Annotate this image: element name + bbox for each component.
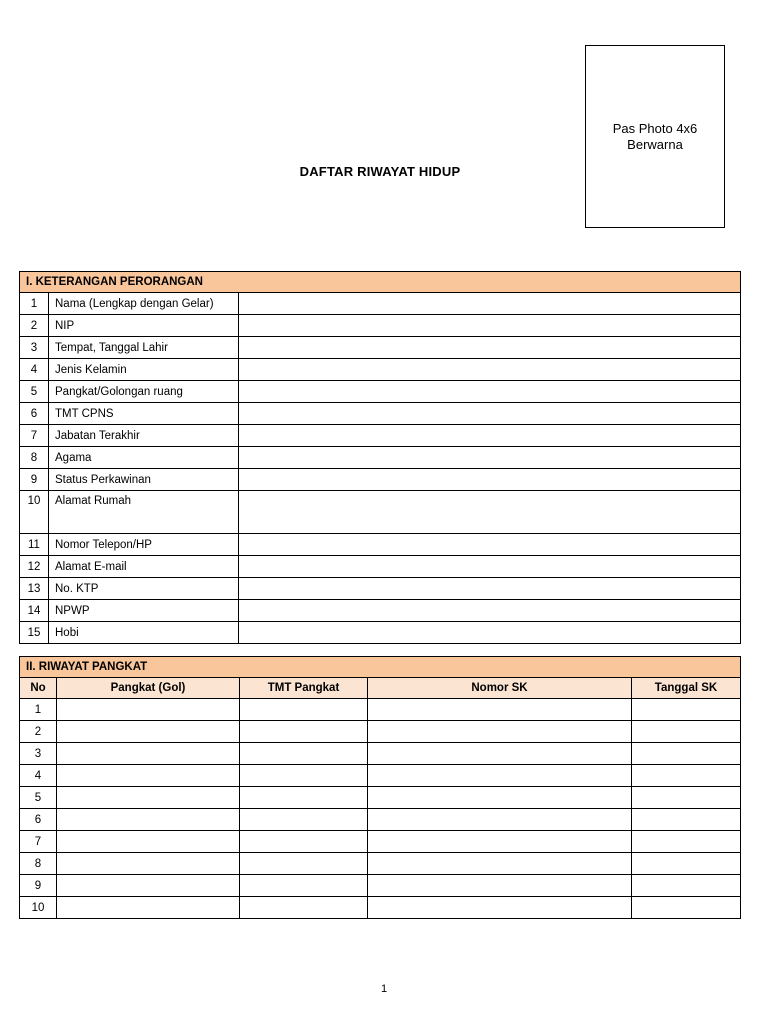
table-row (20, 403, 741, 425)
row-value-field[interactable] (239, 337, 741, 359)
tmt-cell[interactable] (240, 809, 368, 831)
column-header-no: No (20, 678, 57, 699)
row-number: 8 (20, 447, 49, 469)
tmt-cell[interactable] (240, 831, 368, 853)
row-label: NIP (49, 315, 239, 337)
nomor-sk-cell[interactable] (368, 831, 632, 853)
nomor-sk-cell[interactable] (368, 765, 632, 787)
row-value-field[interactable] (239, 447, 741, 469)
row-number: 7 (20, 831, 57, 853)
tmt-cell[interactable] (240, 875, 368, 897)
table-row (20, 359, 741, 381)
table-row (20, 897, 741, 919)
row-number: 4 (20, 765, 57, 787)
nomor-sk-cell[interactable] (368, 853, 632, 875)
table-row (20, 699, 741, 721)
row-label: Hobi (49, 622, 239, 644)
row-value-field[interactable] (239, 381, 741, 403)
column-header-tanggal-sk: Tanggal SK (632, 678, 741, 699)
pangkat-cell[interactable] (57, 765, 240, 787)
tanggal-sk-cell[interactable] (632, 809, 741, 831)
page-number: 1 (380, 983, 388, 995)
table-row (20, 534, 741, 556)
row-number: 3 (20, 337, 49, 359)
nomor-sk-cell[interactable] (368, 699, 632, 721)
row-value-field[interactable] (239, 622, 741, 644)
pangkat-cell[interactable] (57, 721, 240, 743)
tmt-cell[interactable] (240, 897, 368, 919)
row-value-field[interactable] (239, 578, 741, 600)
tanggal-sk-cell[interactable] (632, 831, 741, 853)
pangkat-cell[interactable] (57, 853, 240, 875)
table-row (20, 337, 741, 359)
row-number: 13 (20, 578, 49, 600)
table-row (20, 743, 741, 765)
tmt-cell[interactable] (240, 765, 368, 787)
column-header-nomor-sk: Nomor SK (368, 678, 632, 699)
row-label: Alamat Rumah (49, 491, 239, 534)
table-row (20, 787, 741, 809)
row-number: 4 (20, 359, 49, 381)
row-number: 12 (20, 556, 49, 578)
row-label: Jenis Kelamin (49, 359, 239, 381)
nomor-sk-cell[interactable] (368, 875, 632, 897)
table-row (20, 447, 741, 469)
row-number: 15 (20, 622, 49, 644)
table-row (20, 469, 741, 491)
row-value-field[interactable] (239, 293, 741, 315)
row-label: Tempat, Tanggal Lahir (49, 337, 239, 359)
tanggal-sk-cell[interactable] (632, 853, 741, 875)
row-label: NPWP (49, 600, 239, 622)
row-number: 9 (20, 469, 49, 491)
row-number: 2 (20, 315, 49, 337)
section1-heading: I. KETERANGAN PERORANGAN (20, 272, 741, 293)
row-number: 1 (20, 699, 57, 721)
row-value-field[interactable] (239, 469, 741, 491)
table-row (20, 622, 741, 644)
row-label: Alamat E-mail (49, 556, 239, 578)
row-number: 10 (20, 491, 49, 534)
tanggal-sk-cell[interactable] (632, 765, 741, 787)
tanggal-sk-cell[interactable] (632, 897, 741, 919)
row-number: 5 (20, 787, 57, 809)
row-number: 11 (20, 534, 49, 556)
table-header-row (20, 678, 741, 699)
row-number: 6 (20, 809, 57, 831)
row-label: Jabatan Terakhir (49, 425, 239, 447)
row-label: Status Perkawinan (49, 469, 239, 491)
nomor-sk-cell[interactable] (368, 721, 632, 743)
nomor-sk-cell[interactable] (368, 809, 632, 831)
tmt-cell[interactable] (240, 787, 368, 809)
personal-info-table (19, 271, 741, 644)
row-label: Nomor Telepon/HP (49, 534, 239, 556)
row-value-field[interactable] (239, 425, 741, 447)
pangkat-cell[interactable] (57, 897, 240, 919)
photo-placeholder (585, 45, 725, 228)
tmt-cell[interactable] (240, 743, 368, 765)
tanggal-sk-cell[interactable] (632, 787, 741, 809)
photo-label-line1: Pas Photo 4x6 (612, 120, 698, 136)
row-value-field[interactable] (239, 534, 741, 556)
pangkat-cell[interactable] (57, 787, 240, 809)
row-value-field[interactable] (239, 403, 741, 425)
row-value-field[interactable] (239, 315, 741, 337)
table-row (20, 425, 741, 447)
column-header-pangkat: Pangkat (Gol) (57, 678, 240, 699)
row-label: Agama (49, 447, 239, 469)
photo-label-line2: Berwarna (627, 136, 683, 152)
row-number: 2 (20, 721, 57, 743)
row-label: No. KTP (49, 578, 239, 600)
row-number: 7 (20, 425, 49, 447)
row-label: TMT CPNS (49, 403, 239, 425)
row-value-field[interactable] (239, 491, 741, 534)
pangkat-cell[interactable] (57, 743, 240, 765)
row-value-field[interactable] (239, 359, 741, 381)
section2-heading: II. RIWAYAT PANGKAT (20, 657, 741, 678)
table-row (20, 381, 741, 403)
pangkat-cell[interactable] (57, 831, 240, 853)
row-label: Pangkat/Golongan ruang (49, 381, 239, 403)
nomor-sk-cell[interactable] (368, 787, 632, 809)
column-header-tmt: TMT Pangkat (240, 678, 368, 699)
tanggal-sk-cell[interactable] (632, 699, 741, 721)
row-value-field[interactable] (239, 600, 741, 622)
row-number: 5 (20, 381, 49, 403)
nomor-sk-cell[interactable] (368, 743, 632, 765)
row-number: 9 (20, 875, 57, 897)
rank-history-table (19, 656, 741, 919)
table-row (20, 765, 741, 787)
tmt-cell[interactable] (240, 699, 368, 721)
nomor-sk-cell[interactable] (368, 897, 632, 919)
page-title: DAFTAR RIWAYAT HIDUP (299, 164, 461, 179)
table-row (20, 600, 741, 622)
row-value-field[interactable] (239, 556, 741, 578)
tanggal-sk-cell[interactable] (632, 875, 741, 897)
row-label: Nama (Lengkap dengan Gelar) (49, 293, 239, 315)
tmt-cell[interactable] (240, 853, 368, 875)
table-row (20, 293, 741, 315)
row-number: 14 (20, 600, 49, 622)
table-row (20, 491, 741, 534)
table-row (20, 578, 741, 600)
table-row (20, 875, 741, 897)
row-number: 1 (20, 293, 49, 315)
table-row (20, 556, 741, 578)
tmt-cell[interactable] (240, 721, 368, 743)
table-row (20, 315, 741, 337)
table-row (20, 853, 741, 875)
row-number: 8 (20, 853, 57, 875)
pangkat-cell[interactable] (57, 809, 240, 831)
pangkat-cell[interactable] (57, 699, 240, 721)
table-row (20, 809, 741, 831)
pangkat-cell[interactable] (57, 875, 240, 897)
table-row (20, 721, 741, 743)
tanggal-sk-cell[interactable] (632, 743, 741, 765)
row-number: 6 (20, 403, 49, 425)
row-number: 10 (20, 897, 57, 919)
row-number: 3 (20, 743, 57, 765)
table-row (20, 831, 741, 853)
tanggal-sk-cell[interactable] (632, 721, 741, 743)
